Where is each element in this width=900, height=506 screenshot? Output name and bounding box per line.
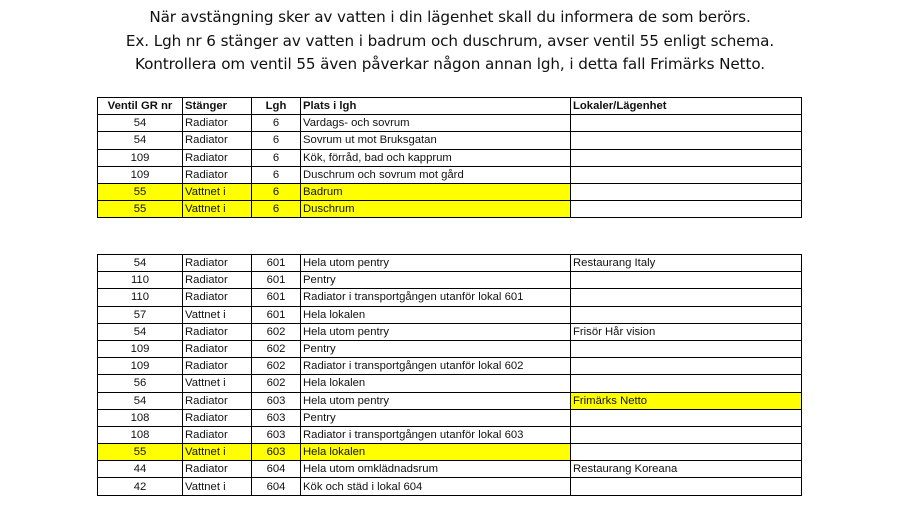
table-row <box>98 166 802 183</box>
header-lgh: Lgh <box>252 98 301 115</box>
header-plats: Plats i lgh <box>301 98 571 115</box>
lokal-cell <box>571 444 802 461</box>
ventil-cell: 55 <box>98 444 183 461</box>
ventil-cell: 55 <box>98 183 183 200</box>
lgh-cell: 6 <box>252 201 301 218</box>
ventil-cell: 109 <box>98 149 183 166</box>
ventil-cell: 55 <box>98 201 183 218</box>
stanger-cell: Radiator <box>183 272 252 289</box>
table-row <box>98 392 802 409</box>
lokal-cell <box>571 115 802 132</box>
lokal-cell <box>571 166 802 183</box>
plats-cell: Radiator i transportgången utanför lokal 602 <box>301 358 571 375</box>
lokal-cell <box>571 201 802 218</box>
stanger-cell: Radiator <box>183 461 252 478</box>
stanger-cell: Radiator <box>183 166 252 183</box>
lokal-cell <box>571 478 802 495</box>
stanger-cell: Radiator <box>183 392 252 409</box>
ventil-cell: 110 <box>98 289 183 306</box>
lgh-cell: 601 <box>252 272 301 289</box>
stanger-cell: Radiator <box>183 426 252 443</box>
header-lokal: Lokaler/Lägenhet <box>571 98 802 115</box>
ventil-cell: 54 <box>98 115 183 132</box>
stanger-cell: Radiator <box>183 289 252 306</box>
plats-cell: Radiator i transportgången utanför lokal 601 <box>301 289 571 306</box>
lokal-cell: Restaurang Italy <box>571 255 802 272</box>
lokal-cell: Restaurang Koreana <box>571 461 802 478</box>
table-row <box>98 426 802 443</box>
ventil-cell: 54 <box>98 132 183 149</box>
plats-cell: Pentry <box>301 272 571 289</box>
instruction-line-3: Kontrollera om ventil 55 även påverkar någon annan lgh, i detta fall Frimärks Netto. <box>134 55 766 73</box>
stanger-cell: Vattnet i <box>183 183 252 200</box>
plats-cell: Kök, förråd, bad och kapprum <box>301 149 571 166</box>
stanger-cell: Radiator <box>183 132 252 149</box>
lgh-cell: 601 <box>252 306 301 323</box>
plats-cell: Duschrum <box>301 201 571 218</box>
table-row <box>98 201 802 218</box>
lgh-cell: 602 <box>252 358 301 375</box>
lokal-cell <box>571 149 802 166</box>
table-row <box>98 323 802 340</box>
ventil-cell: 110 <box>98 272 183 289</box>
ventil-cell: 109 <box>98 358 183 375</box>
plats-cell: Kök och städ i lokal 604 <box>301 478 571 495</box>
lgh-cell: 601 <box>252 255 301 272</box>
lokal-cell <box>571 306 802 323</box>
lokal-cell <box>571 183 802 200</box>
table-row <box>98 272 802 289</box>
ventil-cell: 109 <box>98 166 183 183</box>
stanger-cell: Radiator <box>183 323 252 340</box>
ventil-cell: 57 <box>98 306 183 323</box>
lokal-cell <box>571 358 802 375</box>
stanger-cell: Radiator <box>183 115 252 132</box>
ventil-cell: 54 <box>98 392 183 409</box>
lgh-cell: 602 <box>252 375 301 392</box>
ventil-cell: 108 <box>98 409 183 426</box>
table-header-row <box>98 98 802 115</box>
stanger-cell: Radiator <box>183 255 252 272</box>
table-row <box>98 289 802 306</box>
table-row <box>98 149 802 166</box>
lokal-cell <box>571 409 802 426</box>
header-stanger: Stänger <box>183 98 252 115</box>
table-row <box>98 444 802 461</box>
plats-cell: Hela utom omklädnadsrum <box>301 461 571 478</box>
plats-cell: Hela lokalen <box>301 444 571 461</box>
valve-table-premises <box>97 254 802 496</box>
lgh-cell: 6 <box>252 115 301 132</box>
instruction-line-1: När avstängning sker av vatten i din lägenhet skall du informera de som berörs. <box>149 8 751 26</box>
lgh-cell: 6 <box>252 183 301 200</box>
table-row <box>98 115 802 132</box>
lgh-cell: 602 <box>252 323 301 340</box>
plats-cell: Radiator i transportgången utanför lokal 603 <box>301 426 571 443</box>
plats-cell: Sovrum ut mot Bruksgatan <box>301 132 571 149</box>
table-row <box>98 340 802 357</box>
lgh-cell: 6 <box>252 149 301 166</box>
stanger-cell: Vattnet i <box>183 375 252 392</box>
plats-cell: Duschrum och sovrum mot gård <box>301 166 571 183</box>
lgh-cell: 603 <box>252 392 301 409</box>
plats-cell: Hela utom pentry <box>301 392 571 409</box>
instructions <box>0 6 900 77</box>
plats-cell: Hela lokalen <box>301 375 571 392</box>
lokal-cell <box>571 132 802 149</box>
lokal-cell <box>571 375 802 392</box>
table-row <box>98 375 802 392</box>
instruction-line-2: Ex. Lgh nr 6 stänger av vatten i badrum och duschrum, avser ventil 55 enligt schema. <box>125 31 775 50</box>
lgh-cell: 604 <box>252 461 301 478</box>
lokal-cell <box>571 340 802 357</box>
lgh-cell: 601 <box>252 289 301 306</box>
lgh-cell: 603 <box>252 409 301 426</box>
stanger-cell: Vattnet i <box>183 306 252 323</box>
table-row <box>98 183 802 200</box>
table-row <box>98 358 802 375</box>
table-row <box>98 132 802 149</box>
lokal-cell <box>571 289 802 306</box>
table-row <box>98 478 802 495</box>
stanger-cell: Radiator <box>183 149 252 166</box>
valve-table-apartment <box>97 97 802 218</box>
ventil-cell: 44 <box>98 461 183 478</box>
ventil-cell: 42 <box>98 478 183 495</box>
stanger-cell: Vattnet i <box>183 201 252 218</box>
plats-cell: Vardags- och sovrum <box>301 115 571 132</box>
plats-cell: Pentry <box>301 340 571 357</box>
table-row <box>98 306 802 323</box>
plats-cell: Hela utom pentry <box>301 255 571 272</box>
lokal-cell <box>571 272 802 289</box>
lgh-cell: 603 <box>252 426 301 443</box>
ventil-cell: 108 <box>98 426 183 443</box>
stanger-cell: Vattnet i <box>183 478 252 495</box>
stanger-cell: Vattnet i <box>183 444 252 461</box>
lokal-cell <box>571 426 802 443</box>
lgh-cell: 6 <box>252 132 301 149</box>
table-row <box>98 461 802 478</box>
table-row <box>98 409 802 426</box>
plats-cell: Badrum <box>301 183 571 200</box>
lokal-cell: Frimärks Netto <box>571 392 802 409</box>
plats-cell: Hela utom pentry <box>301 323 571 340</box>
table-row <box>98 255 802 272</box>
ventil-cell: 109 <box>98 340 183 357</box>
lokal-cell: Frisör Hår vision <box>571 323 802 340</box>
plats-cell: Hela lokalen <box>301 306 571 323</box>
ventil-cell: 54 <box>98 323 183 340</box>
stanger-cell: Radiator <box>183 358 252 375</box>
header-ventil: Ventil GR nr <box>98 98 183 115</box>
lgh-cell: 6 <box>252 166 301 183</box>
ventil-cell: 54 <box>98 255 183 272</box>
stanger-cell: Radiator <box>183 340 252 357</box>
lgh-cell: 604 <box>252 478 301 495</box>
lgh-cell: 602 <box>252 340 301 357</box>
lgh-cell: 603 <box>252 444 301 461</box>
ventil-cell: 56 <box>98 375 183 392</box>
stanger-cell: Radiator <box>183 409 252 426</box>
plats-cell: Pentry <box>301 409 571 426</box>
